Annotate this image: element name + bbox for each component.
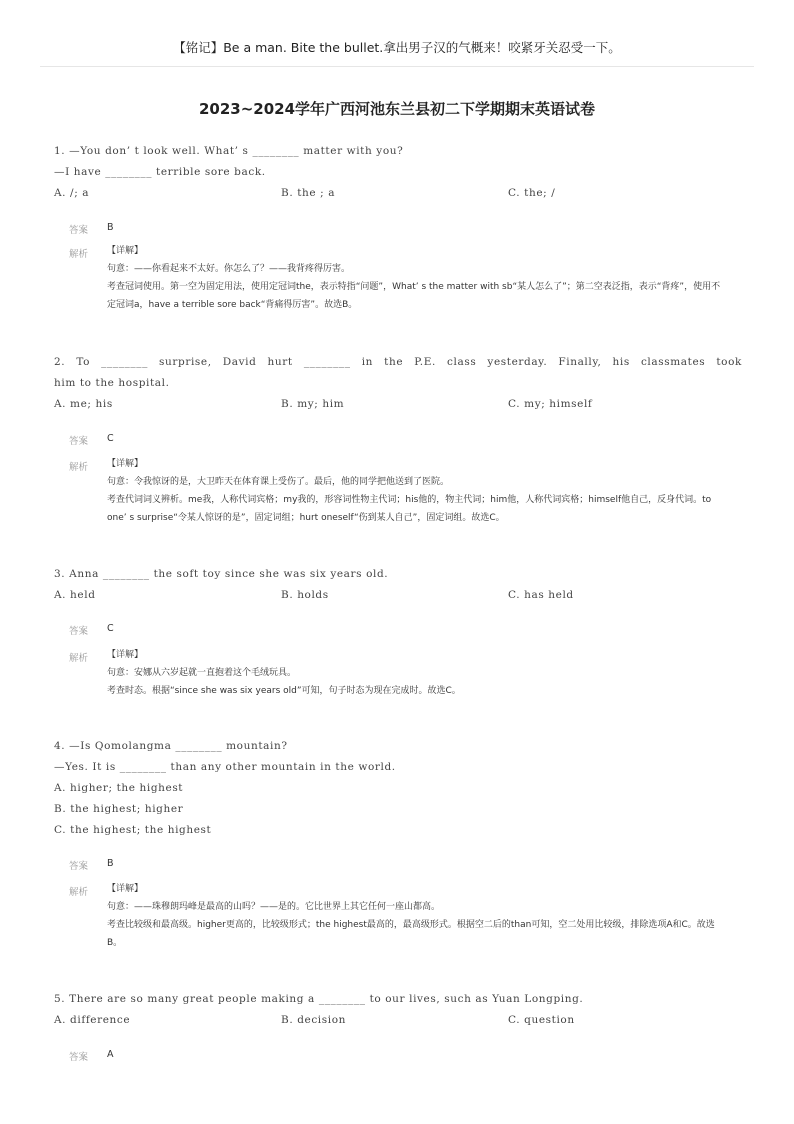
answer-value: A (107, 1049, 114, 1060)
explanation-meaning: 句意：——珠穆朗玛峰是最高的山吗？——是的。它比世界上其它任何一座山都高。 (107, 902, 441, 912)
question-stem-line: —I have ________ terrible sore back. (54, 166, 266, 178)
answer-label: 答案 (69, 436, 89, 447)
page-title: 2023~2024学年广西河池东兰县初二下学期期末英语试卷 (198, 100, 596, 118)
motto: 【铭记】Be a man. Bite the bullet.拿出男子汉的气概来！咬紧牙关忍受一下。 (173, 40, 621, 55)
explanation-meaning: 句意：安娜从六岁起就一直抱着这个毛绒玩具。 (107, 668, 297, 678)
explanation-detail: 考查比较级和最高级。higher更高的，比较级形式；the highest最高的，最高级形式。根据空二后的than可知，空二处用比较级，排除选项A和C。故选B。 (107, 920, 715, 948)
analysis-label: 解析 (69, 887, 89, 898)
question-stem-line: 3. Anna ________ the soft toy since she was six years old. (54, 568, 389, 580)
answer-label: 答案 (69, 626, 89, 637)
explanation-heading: 【详解】 (107, 459, 144, 469)
analysis-label: 解析 (69, 462, 89, 473)
option-a: A. higher; the highest (54, 782, 184, 794)
explanation-meaning: 句意：——你看起来不太好。你怎么了？——我背疼得厉害。 (107, 264, 351, 274)
answer-label: 答案 (69, 1052, 89, 1063)
option-c: C. the highest; the highest (54, 824, 212, 836)
explanation-meaning: 句意：令我惊讶的是，大卫昨天在体育课上受伤了。最后，他的同学把他送到了医院。 (107, 477, 450, 487)
answer-label: 答案 (69, 225, 89, 236)
question-stem-line: 4. —Is Qomolangma ________ mountain? (54, 740, 288, 752)
explanation-heading: 【详解】 (107, 650, 144, 660)
explanation-detail: 考查冠词使用。第一空为固定用法，使用定冠词the，表示特指“问题”，What’ s the matter with sb“某人怎么了”；第二空表泛指，表示“背疼”，使用不定冠词a，have a terrible sore back“背痛得厉害”。故选B。 (107, 282, 721, 310)
explanation-detail: 考查时态。根据“since she was six years old”可知，句子时态为现在完成时。故选C。 (107, 686, 461, 696)
option-a: A. me; his (54, 398, 113, 410)
explanation-detail: 考查代词词义辨析。me我，人称代词宾格；my我的，形容词性物主代词；his他的，物主代词；him他，人称代词宾格；himself他自己，反身代词。to one’ s surprise“令某人惊讶的是”，固定词组；hurt oneself“伤到某人自己”，固定词组。故选C。 (107, 495, 712, 523)
option-c: C. has held (508, 589, 574, 601)
explanation-heading: 【详解】 (107, 884, 144, 894)
answer-value: C (107, 623, 114, 634)
option-c: C. the; / (508, 187, 556, 199)
question-stem-line: —Yes. It is ________ than any other mountain in the world. (54, 761, 396, 773)
option-b: B. decision (281, 1014, 346, 1026)
question-stem-line: 2. To ________ surprise, David hurt ________ in the P.E. class yesterday. Finally, his classmates took (54, 356, 742, 368)
answer-value: B (107, 222, 114, 233)
header-divider (40, 66, 754, 67)
analysis-label: 解析 (69, 249, 89, 260)
analysis-label: 解析 (69, 653, 89, 664)
option-b: B. the ; a (281, 187, 336, 199)
option-c: C. my; himself (508, 398, 593, 410)
option-b: B. holds (281, 589, 329, 601)
explanation-heading: 【详解】 (107, 246, 144, 256)
answer-label: 答案 (69, 861, 89, 872)
answer-value: B (107, 858, 114, 869)
option-a: A. held (54, 589, 96, 601)
answer-value: C (107, 433, 114, 444)
question-stem-line: 5. There are so many great people making a ________ to our lives, such as Yuan Longping. (54, 993, 584, 1005)
option-b: B. my; him (281, 398, 345, 410)
option-b: B. the highest; higher (54, 803, 184, 815)
option-a: A. difference (54, 1014, 131, 1026)
option-c: C. question (508, 1014, 575, 1026)
option-a: A. /; a (54, 187, 90, 199)
question-stem-line: him to the hospital. (54, 377, 170, 389)
question-stem-line: 1. —You don’ t look well. What’ s ________ matter with you? (54, 145, 404, 157)
